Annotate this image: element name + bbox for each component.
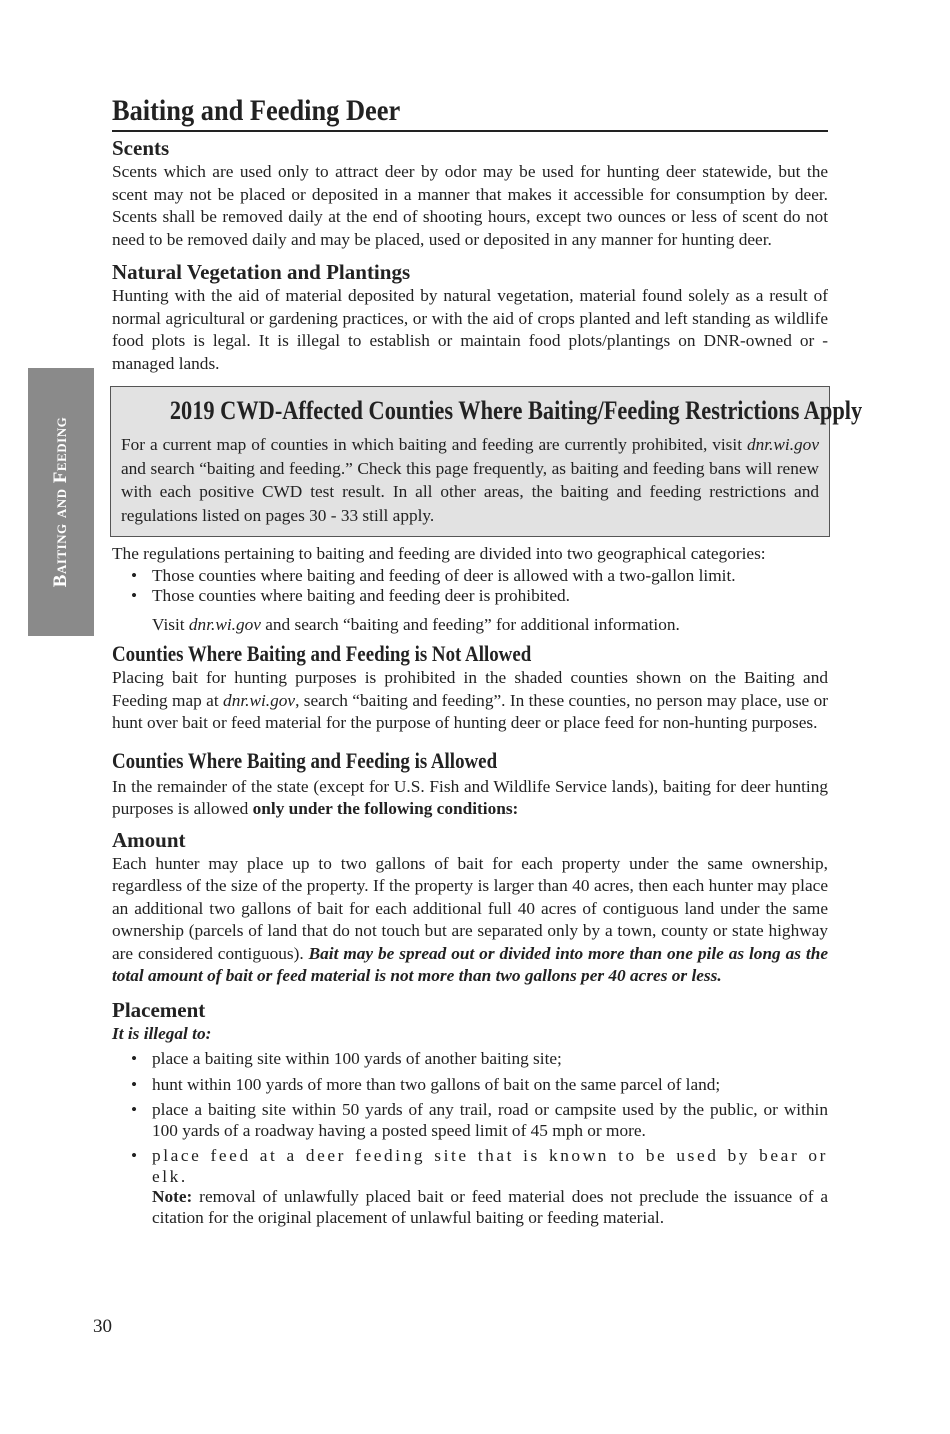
list-item: • Those counties where baiting and feeding of deer is allowed with a two-gallon limit. — [131, 565, 736, 585]
not-allowed-text: Placing bait for hunting purposes is prohibited in the shaded counties shown on the Baiting and Feeding map at dnr.wi.gov, search “baiting and feeding”. In these counties, no person may place, use or hunt over bait or feed material for the purpose of hunting deer or place feed for non-hunting purposes. — [112, 668, 828, 732]
vegetation-heading: Natural Vegetation and Plantings — [112, 260, 411, 284]
section-side-tab — [28, 368, 94, 636]
list-item: • hunt within 100 yards of more than two gallons of bait on the same parcel of land; — [131, 1074, 721, 1094]
placement-subheading: It is illegal to: — [112, 1023, 212, 1043]
side-tab-label: Baiting and Feeding — [50, 416, 71, 588]
list-item: • place a baiting site within 100 yards of another baiting site; — [131, 1049, 562, 1068]
dnr-link[interactable]: dnr.wi.gov — [223, 690, 296, 710]
allowed-text: In the remainder of the state (except for U.S. Fish and Wildlife Service lands), baiting for deer hunting purposes is allowed only under the following conditions: — [112, 776, 828, 818]
allowed-heading: Counties Where Baiting and Feeding is Allowed — [112, 747, 498, 773]
dnr-link[interactable]: dnr.wi.gov — [188, 614, 261, 634]
categories-list — [112, 566, 828, 607]
placement-list — [112, 1049, 828, 1228]
categories-intro: The regulations pertaining to baiting and feeding are divided into two geographical categories: — [112, 544, 766, 563]
page-number: 30 — [93, 1316, 112, 1337]
visit-text: Visit dnr.wi.gov and search “baiting and feeding” for additional information. — [152, 614, 680, 634]
list-item: • Those counties where baiting and feeding deer is prohibited. — [131, 586, 570, 605]
list-item: • place feed at a deer feeding site that is known to be used by bear or elk. Note: removal of unlawfully placed bait or feed material does not preclude the issuance of a citation for the original placement of unlawful baiting or feeding material. — [131, 1146, 828, 1227]
not-allowed-heading: Counties Where Baiting and Feeding is Not Allowed — [112, 641, 532, 666]
amount-heading: Amount — [112, 827, 186, 852]
scents-text: Scents which are used only to attract deer by odor may be used for hunting deer statewide, but the scent may not be placed or deposited in a manner that makes it accessible for consumption by deer. Scents shall be removed daily at the end of shooting hours, except two ounces or less of scent do not need to be removed daily and may be placed, used or deposited in any manner for hunting deer. — [112, 162, 828, 249]
list-item: • place a baiting site within 50 yards of any trail, road or campsite used by the public, or within 100 yards of a roadway having a posted speed limit of 45 mph or more. — [131, 1100, 828, 1140]
dnr-link[interactable]: dnr.wi.gov — [746, 435, 819, 454]
cwd-notice-title: 2019 CWD-Affected Counties Where Baiting/Feeding Restrictions Apply — [169, 396, 863, 425]
placement-heading: Placement — [112, 997, 206, 1022]
page-title: Baiting and Feeding Deer — [112, 94, 401, 127]
amount-text: Each hunter may place up to two gallons of bait for each property under the same ownership, regardless of the size of the property. If the property is larger than 40 acres, then each hunter may place an additional two gallons of bait for each additional full 40 acres of contiguous land under the same ownership (parcels of land that do not touch but are separated only by a town, county or state highway are considered contiguous). Bait may be spread out or divided into more than one pile as long as the total amount of bait or feed material is not more than two gallons per 40 acres or less. — [112, 853, 828, 985]
title-rule — [112, 130, 828, 132]
vegetation-text: Hunting with the aid of material deposited by natural vegetation, material found solely as a result of normal agricultural or gardening practices, or with the aid of crops planted and left standing as wildlife food plots is legal. It is illegal to establish or maintain food plots/plantings on DNR-owned or -managed lands. — [112, 286, 828, 373]
cwd-notice-text: For a current map of counties in which baiting and feeding are currently prohibited, visit dnr.wi.gov and search “baiting and feeding.” Check this page frequently, as baiting and feeding bans will renew with each positive CWD test result. In all other areas, the baiting and feeding restrictions and regulations listed on pages 30 - 33 still apply. — [121, 435, 819, 525]
scents-heading: Scents — [112, 136, 170, 160]
page-content — [112, 92, 863, 1228]
cwd-notice-box — [110, 386, 863, 537]
